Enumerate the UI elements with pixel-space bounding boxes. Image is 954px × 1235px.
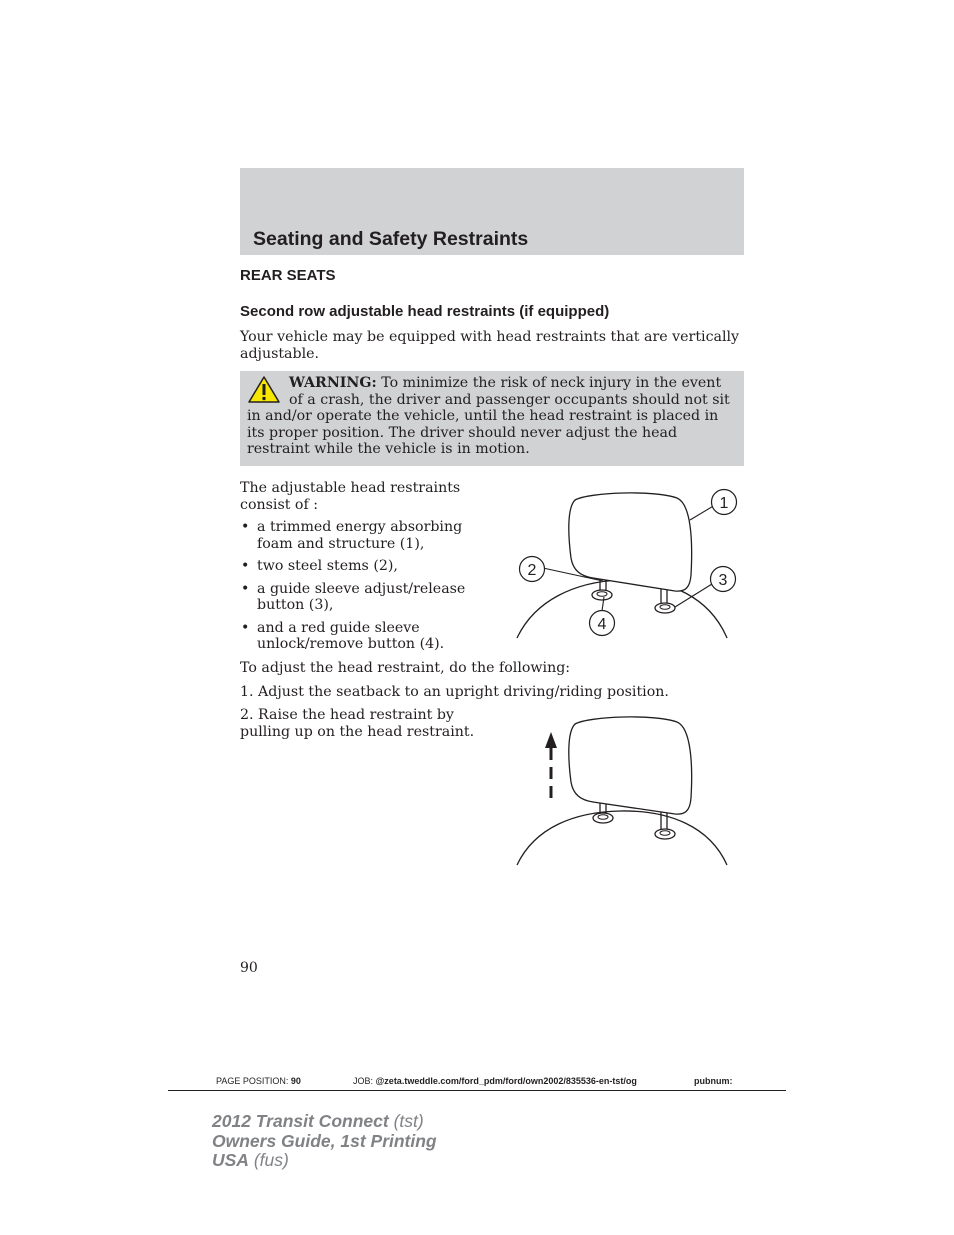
market-code: (fus)	[253, 1150, 289, 1170]
consist-intro: The adjustable head restraints consist of :	[240, 480, 461, 513]
market-name: USA	[212, 1150, 249, 1170]
callout-4	[590, 611, 615, 636]
callout-1	[712, 490, 737, 515]
raise-head-restraint-diagram	[505, 712, 750, 872]
callout-label: 4	[597, 616, 607, 633]
step-1: 1. Adjust the seatback to an upright driving/riding position.	[240, 684, 669, 700]
section-title: Seating and Safety Restraints	[253, 228, 529, 250]
page-position	[216, 1076, 301, 1086]
adjust-intro: To adjust the head restraint, do the following:	[240, 660, 571, 676]
page-number: 90	[240, 960, 258, 976]
callout-label: 2	[527, 562, 537, 579]
component-list	[240, 519, 500, 659]
list-item: • a trimmed energy absorbing foam and structure (1),	[240, 519, 500, 552]
callout-3	[711, 567, 736, 592]
job-value: @zeta.tweddle.com/ford_pdm/ford/own2002/835536-en-tst/og	[375, 1076, 637, 1086]
subheading: Second row adjustable head restraints (if equipped)	[240, 303, 610, 320]
guide-title: Owners Guide, 1st Printing	[212, 1130, 437, 1151]
page-position-value: 90	[290, 1076, 301, 1086]
page-heading: REAR SEATS	[240, 267, 336, 284]
job-label: JOB:	[353, 1076, 374, 1086]
model-code: (tst)	[393, 1111, 424, 1131]
book-info	[212, 1112, 437, 1171]
callout-label: 1	[719, 495, 729, 512]
list-item: • and a red guide sleeve unlock/remove button (4).	[240, 620, 500, 653]
intro-paragraph: Your vehicle may be equipped with head restraints that are vertically adjustable.	[240, 329, 740, 362]
up-arrow-icon	[545, 732, 557, 748]
list-item: • a guide sleeve adjust/release button (3),	[240, 581, 500, 614]
callout-2	[520, 557, 545, 582]
warning-label: WARNING:	[289, 375, 377, 391]
warning-text: To minimize the risk of neck injury in the event of a crash, the driver and passenger occupants should not sit in and/or operate the vehicle, until the head restraint is placed in its proper position. The driver should never adjust the head restraint while the vehicle is in motion.	[247, 375, 730, 457]
warning-box	[240, 371, 744, 466]
step-2: 2. Raise the head restraint by pulling up on the head restraint.	[240, 707, 475, 740]
job-info	[353, 1076, 637, 1086]
warning-triangle-icon	[247, 375, 289, 405]
pubnum-label: pubnum:	[694, 1076, 733, 1086]
page-position-label: PAGE POSITION:	[216, 1076, 289, 1086]
head-restraint-diagram	[505, 480, 750, 645]
footer-divider	[168, 1090, 786, 1091]
pubnum	[694, 1076, 733, 1086]
list-item: • two steel stems (2),	[240, 558, 500, 575]
model-name: 2012 Transit Connect	[212, 1111, 389, 1131]
callout-label: 3	[718, 572, 728, 589]
